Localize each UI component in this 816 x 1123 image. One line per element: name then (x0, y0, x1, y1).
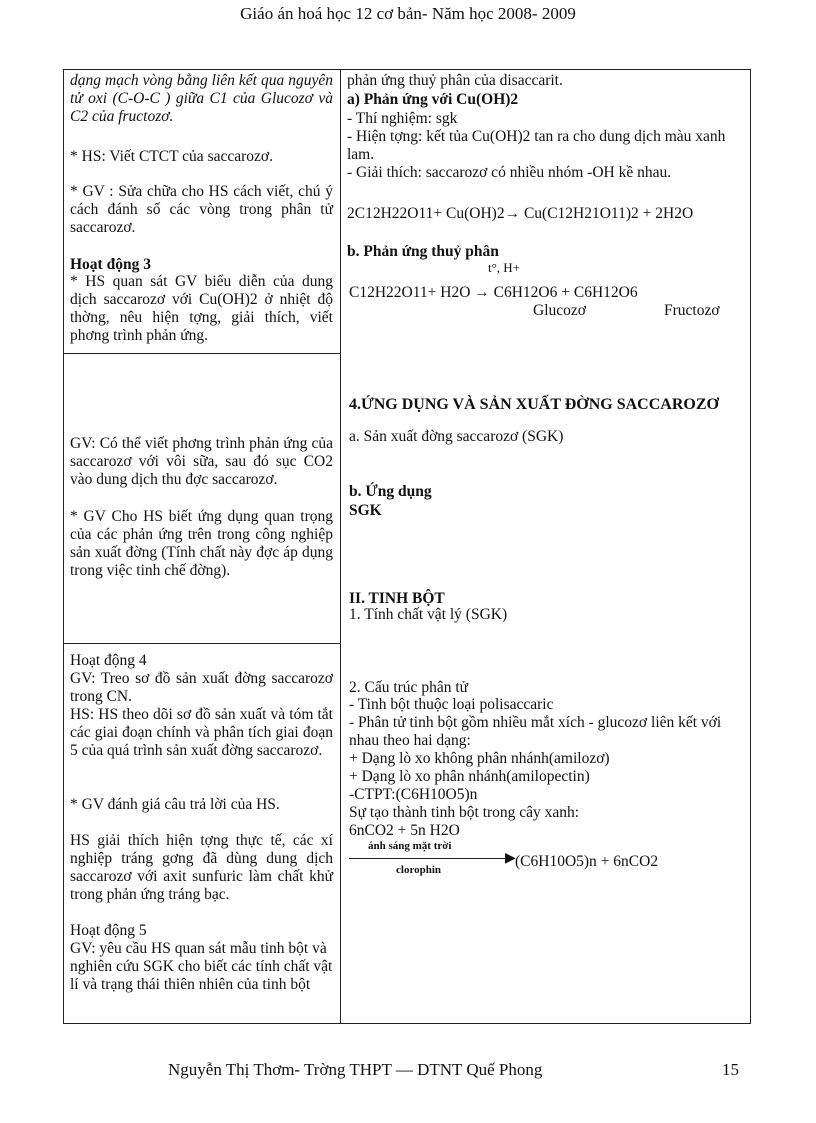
section-4-title: 4.ỨNG DỤNG VÀ SẢN XUẤT ĐỜNG SACCAROZƠ (349, 396, 719, 413)
left-hd3-title: Hoạt động 3 (70, 256, 151, 273)
section-II-line-6: Sự tạo thành tinh bột trong cây xanh: (349, 804, 580, 821)
section-II-line-5: -CTPT:(C6H10O5)n (349, 786, 478, 803)
page-number: 15 (722, 1060, 739, 1079)
equation-label-glucozo: Glucozơ (533, 302, 586, 319)
reaction-arrow-head: ▶ (505, 851, 516, 866)
section-4b-title: b. Ứng dụng (349, 483, 432, 500)
left-hd5-title: Hoạt động 5 (70, 922, 147, 939)
row-divider (64, 643, 340, 644)
content-table (63, 69, 751, 1024)
right-a-item-3: - Giải thích: saccarozơ có nhiều nhóm -OH kề nhau. (347, 164, 672, 181)
left-gv-text-1: GV: Có thể viết phơng trình phản ứng của saccarozơ với vôi sữa, sau đó sục CO2 vào dung dịch thu đợc saccarozơ. (70, 435, 333, 488)
left-hd3-text: * HS quan sát GV biểu diễn của dung dịch saccarozơ với Cu(OH)2 ở nhiệt độ thờng, nêu hiện tợng, giải thích, viết phơng trình phản ứng. (70, 273, 333, 344)
reaction-product: (C6H10O5)n + 6nCO2 (515, 853, 659, 870)
section-4a: a. Sản xuất đờng saccarozơ (SGK) (349, 428, 564, 445)
left-hd4-text-4: HS giải thích hiện tợng thực tế, các xí nghiệp tráng gơng đã dùng dung dịch saccarozơ với axit sunfuric làm chất khử trong phản ứng tráng bạc. (70, 832, 333, 903)
left-hd4-text-2: HS: HS theo dõi sơ đồ sản xuất và tóm tắt các giai đoạn chính và phân tích giai đoạn 5 của quá trình sản xuất đờng saccarozơ. (70, 706, 333, 759)
right-section-b-title: b. Phản ứng thuỷ phân (347, 243, 499, 260)
arrow-label-bottom: clorophin (396, 864, 442, 876)
section-II-line-7: 6nCO2 + 5n H2O (349, 822, 460, 839)
section-II-1: 1. Tính chất vật lý (SGK) (349, 606, 508, 623)
section-II-line-3: + Dạng lò xo không phân nhánh(amilozơ) (349, 750, 610, 767)
left-gv-text-2: * GV Cho HS biết ứng dụng quan trọng của các phản ứng trên trong công nghiệp sản xuất đờng (Tính chất này đợc áp dụng trong việc tinh chế đờng). (70, 508, 333, 579)
section-4b-text: SGK (349, 502, 382, 519)
right-section-a-title: a) Phản ứng với Cu(OH)2 (347, 91, 519, 108)
left-text-gv: * GV : Sửa chữa cho HS cách viết, chú ý cách đánh số các vòng trong phân tử saccarozơ. (70, 183, 333, 236)
arrow-label-top: ánh sáng mặt trời (368, 840, 452, 852)
right-a-item-2: - Hiện tợng: kết tủa Cu(OH)2 tan ra cho dung dịch màu xanh lam. (347, 128, 726, 163)
left-hd4-text-3: * GV đánh giá câu trả lời của HS. (70, 796, 280, 813)
right-text-intro: phản ứng thuỷ phân của disaccarit. (347, 72, 563, 89)
section-II-line-2: - Phân tử tinh bột gồm nhiều mắt xích - glucozơ liên kết với nhau theo hai dạng: (349, 714, 722, 749)
page-header: Giáo án hoá học 12 cơ bản- Năm học 2008- 2009 (240, 4, 576, 23)
section-II-line-4: + Dạng lò xo phân nhánh(amilopectin) (349, 768, 590, 785)
right-equation-2: C12H22O11+ H2O → C6H12O6 + C6H12O6 (349, 284, 638, 301)
section-II-line-1: - Tinh bột thuộc loại polisaccaric (349, 696, 554, 713)
left-text-hs: * HS: Viết CTCT của saccarozơ. (70, 148, 273, 165)
left-hd4-text-1: GV: Treo sơ đồ sản xuất đờng saccarozơ trong CN. (70, 670, 333, 705)
left-text-intro: dạng mạch vòng bằng liên kết qua nguyên tử oxi (C-O-C ) giữa C1 của Glucozơ và C2 của fructozơ. (70, 72, 333, 125)
right-a-item-1: - Thí nghiệm: sgk (347, 110, 458, 127)
reaction-condition: t°, H+ (488, 260, 521, 275)
equation-label-fructozo: Fructozơ (664, 302, 720, 319)
column-divider (340, 70, 341, 1023)
footer-author: Nguyễn Thị Thơm- Trờng THPT — DTNT Quế Phong (168, 1060, 543, 1079)
left-hd5-text: GV: yêu cầu HS quan sát mẫu tinh bột và nghiên cứu SGK cho biết các tính chất vật lí và trạng thái thiên nhiên của tinh bột (70, 940, 333, 993)
section-II-title: II. TINH BỘT (349, 590, 445, 607)
reaction-arrow (349, 858, 509, 859)
left-hd4-title: Hoạt động 4 (70, 652, 147, 669)
section-II-2: 2. Cấu trúc phân tử (349, 679, 469, 696)
row-divider (64, 353, 340, 354)
right-equation-1: 2C12H22O11+ Cu(OH)2→ Cu(C12H21O11)2 + 2H2O (347, 205, 694, 222)
